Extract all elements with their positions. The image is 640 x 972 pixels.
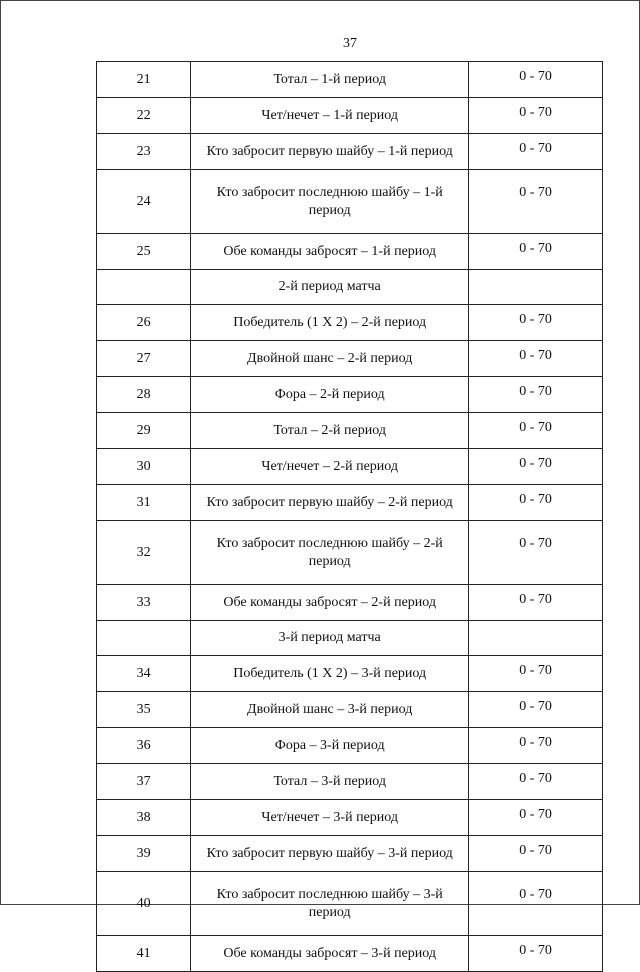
table-row (97, 585, 603, 621)
table-row (97, 234, 603, 270)
bet-type-name: Обе команды забросят – 3-й период (191, 936, 469, 972)
row-number: 32 (97, 521, 191, 585)
row-number: 28 (97, 377, 191, 413)
table-row (97, 305, 603, 341)
row-number: 40 (97, 872, 191, 936)
row-number: 33 (97, 585, 191, 621)
row-number: 22 (97, 98, 191, 134)
table-row (97, 413, 603, 449)
table-row (97, 728, 603, 764)
row-number: 29 (97, 413, 191, 449)
row-number: 24 (97, 170, 191, 234)
margin-range: 0 - 70 (469, 872, 603, 936)
row-number: 34 (97, 656, 191, 692)
row-number: 23 (97, 134, 191, 170)
margin-range: 0 - 70 (469, 485, 603, 521)
bet-type-name: Обе команды забросят – 1-й период (191, 234, 469, 270)
table-row (97, 936, 603, 972)
table-row (97, 485, 603, 521)
margin-range: 0 - 70 (469, 936, 603, 972)
margin-range: 0 - 70 (469, 521, 603, 585)
row-number: 21 (97, 62, 191, 98)
bet-type-name: Двойной шанс – 3-й период (191, 692, 469, 728)
margin-range: 0 - 70 (469, 764, 603, 800)
bet-type-name: Победитель (1 X 2) – 3-й период (191, 656, 469, 692)
row-number: 39 (97, 836, 191, 872)
margin-range: 0 - 70 (469, 341, 603, 377)
margin-range: 0 - 70 (469, 98, 603, 134)
table-row (97, 98, 603, 134)
margin-range: 0 - 70 (469, 134, 603, 170)
bet-type-name: Двойной шанс – 2-й период (191, 341, 469, 377)
bet-type-name: Кто забросит первую шайбу – 1-й период (191, 134, 469, 170)
margin-range: 0 - 70 (469, 656, 603, 692)
page-number: 37 (343, 36, 357, 51)
row-number: 41 (97, 936, 191, 972)
bet-type-name: Кто забросит последнюю шайбу – 2-й период (191, 521, 469, 585)
empty-cell (97, 270, 191, 305)
table-row (97, 872, 603, 936)
table-row (97, 656, 603, 692)
margin-range: 0 - 70 (469, 692, 603, 728)
row-number: 38 (97, 800, 191, 836)
table-row (97, 449, 603, 485)
row-number: 27 (97, 341, 191, 377)
empty-cell (469, 621, 603, 656)
bet-type-name: Кто забросит последнюю шайбу – 3-й период (191, 872, 469, 936)
bet-type-name: Кто забросит первую шайбу – 2-й период (191, 485, 469, 521)
bet-types-table (96, 61, 603, 972)
bet-type-name: Чет/нечет – 1-й период (191, 98, 469, 134)
empty-cell (97, 621, 191, 656)
section-header-row (97, 621, 603, 656)
margin-range: 0 - 70 (469, 377, 603, 413)
margin-range: 0 - 70 (469, 170, 603, 234)
bet-type-name: Кто забросит первую шайбу – 3-й период (191, 836, 469, 872)
table-row (97, 692, 603, 728)
bet-type-name: Тотал – 2-й период (191, 413, 469, 449)
table-row (97, 341, 603, 377)
table-body (97, 62, 603, 972)
bet-type-name: Тотал – 1-й период (191, 62, 469, 98)
bet-type-name: Фора – 2-й период (191, 377, 469, 413)
bet-type-name: Обе команды забросят – 2-й период (191, 585, 469, 621)
table-row (97, 836, 603, 872)
margin-range: 0 - 70 (469, 449, 603, 485)
row-number: 37 (97, 764, 191, 800)
margin-range: 0 - 70 (469, 585, 603, 621)
table-row (97, 62, 603, 98)
row-number: 35 (97, 692, 191, 728)
table-row (97, 134, 603, 170)
bet-type-name: Победитель (1 X 2) – 2-й период (191, 305, 469, 341)
table-row (97, 170, 603, 234)
section-header-row (97, 270, 603, 305)
bet-type-name: Чет/нечет – 2-й период (191, 449, 469, 485)
bet-type-name: Тотал – 3-й период (191, 764, 469, 800)
margin-range: 0 - 70 (469, 62, 603, 98)
margin-range: 0 - 70 (469, 234, 603, 270)
section-title: 3-й период матча (191, 621, 469, 656)
table-row (97, 521, 603, 585)
row-number: 36 (97, 728, 191, 764)
bet-type-name: Чет/нечет – 3-й период (191, 800, 469, 836)
row-number: 30 (97, 449, 191, 485)
row-number: 31 (97, 485, 191, 521)
row-number: 26 (97, 305, 191, 341)
margin-range: 0 - 70 (469, 413, 603, 449)
table-row (97, 377, 603, 413)
section-title: 2-й период матча (191, 270, 469, 305)
table-row (97, 800, 603, 836)
table-row (97, 764, 603, 800)
bet-type-name: Кто забросит последнюю шайбу – 1-й период (191, 170, 469, 234)
margin-range: 0 - 70 (469, 728, 603, 764)
empty-cell (469, 270, 603, 305)
margin-range: 0 - 70 (469, 836, 603, 872)
margin-range: 0 - 70 (469, 800, 603, 836)
margin-range: 0 - 70 (469, 305, 603, 341)
row-number: 25 (97, 234, 191, 270)
bet-type-name: Фора – 3-й период (191, 728, 469, 764)
